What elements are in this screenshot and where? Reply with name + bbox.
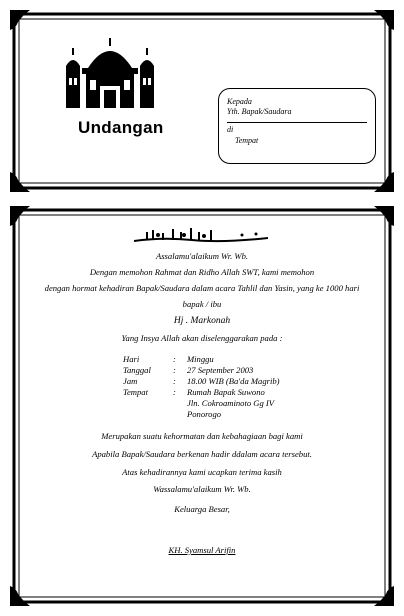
- cover-panel: [8, 8, 396, 194]
- detail-value: Rumah Bapak Suwono: [187, 387, 265, 397]
- signature-name: KH. Syamsul Arifin: [168, 545, 236, 555]
- letter-panel: Assalamu'alaikum Wr. Wb. Dengan memohon Rahmat dan Ridho Allah SWT, kami memohon dengan hormat kehadiran Bapak/Saudara dalam acara Tahlil dan Yasin, yang ke 1000 hari bapak / ibu Hj . Markonah Yang Insya Allah akan diselenggarakan pada : Hari : Minggu Tanggal : 27 September 2003 Jam : 18.00 WIB (Ba'da Magrib) Tempat : Rumah Bapak Suwono Jln. Cokroaminoto Gg IV Ponorogo Merupakan suatu kehormatan dan kebahagiaan bagi kami Apabila Bapak/Saudara berkenan hadir ddalam acara tersebut. Atas kehadirannya kami ucapkan terima kasih Wassalamu'alaikum Wr. Wb. Keluarga Besar, KH. Syamsul Arifin: [8, 204, 396, 608]
- cover-title: Undangan: [78, 118, 164, 137]
- address-box: [218, 88, 376, 164]
- calligraphy-basmalah: [132, 226, 272, 246]
- detail-label: Jam: [123, 376, 138, 386]
- detail-separator: :: [173, 365, 176, 375]
- closing-line-1: Merupakan suatu kehormatan dan kebahagiaan bagi kami: [101, 431, 303, 441]
- honoree-name: Hj . Markonah: [173, 316, 231, 326]
- address-at-label: di: [227, 125, 234, 134]
- address-recipient: Yth. Bapak/Saudara: [227, 107, 292, 116]
- address-place: Tempat: [235, 136, 259, 145]
- greeting: Assalamu'alaikum Wr. Wb.: [155, 251, 249, 261]
- sender-label: Keluarga Besar,: [174, 504, 230, 514]
- closing-line-3: Atas kehadirannya kami ucapkan terima kasih: [122, 467, 282, 477]
- detail-separator: :: [173, 376, 176, 386]
- detail-separator: :: [173, 354, 176, 364]
- detail-label: Hari: [123, 354, 140, 364]
- detail-value: 27 September 2003: [187, 365, 254, 375]
- schedule-intro: Yang Insya Allah akan diselenggarakan pada :: [121, 333, 283, 343]
- mosque-icon: [64, 38, 156, 110]
- opening-line-2: dengan hormat kehadiran Bapak/Saudara dalam acara Tahlil dan Yasin, yang ke 1000 hari: [44, 283, 360, 293]
- detail-value: 18.00 WIB (Ba'da Magrib): [187, 376, 280, 386]
- opening-line-3: bapak / ibu: [182, 299, 222, 309]
- detail-label: Tempat: [123, 387, 148, 397]
- detail-label: Tanggal: [123, 365, 151, 375]
- opening-line-1: Dengan memohon Rahmat dan Ridho Allah SWT, kami memohon: [89, 267, 315, 277]
- address-to-label: Kepada: [227, 97, 252, 106]
- address-blank-line: [227, 122, 367, 123]
- closing-line-2: Apabila Bapak/Saudara berkenan hadir ddalam acara tersebut.: [92, 449, 312, 459]
- detail-separator: :: [173, 387, 176, 397]
- detail-value: Minggu: [187, 354, 214, 364]
- farewell: Wassalamu'alaikum Wr. Wb.: [153, 484, 251, 494]
